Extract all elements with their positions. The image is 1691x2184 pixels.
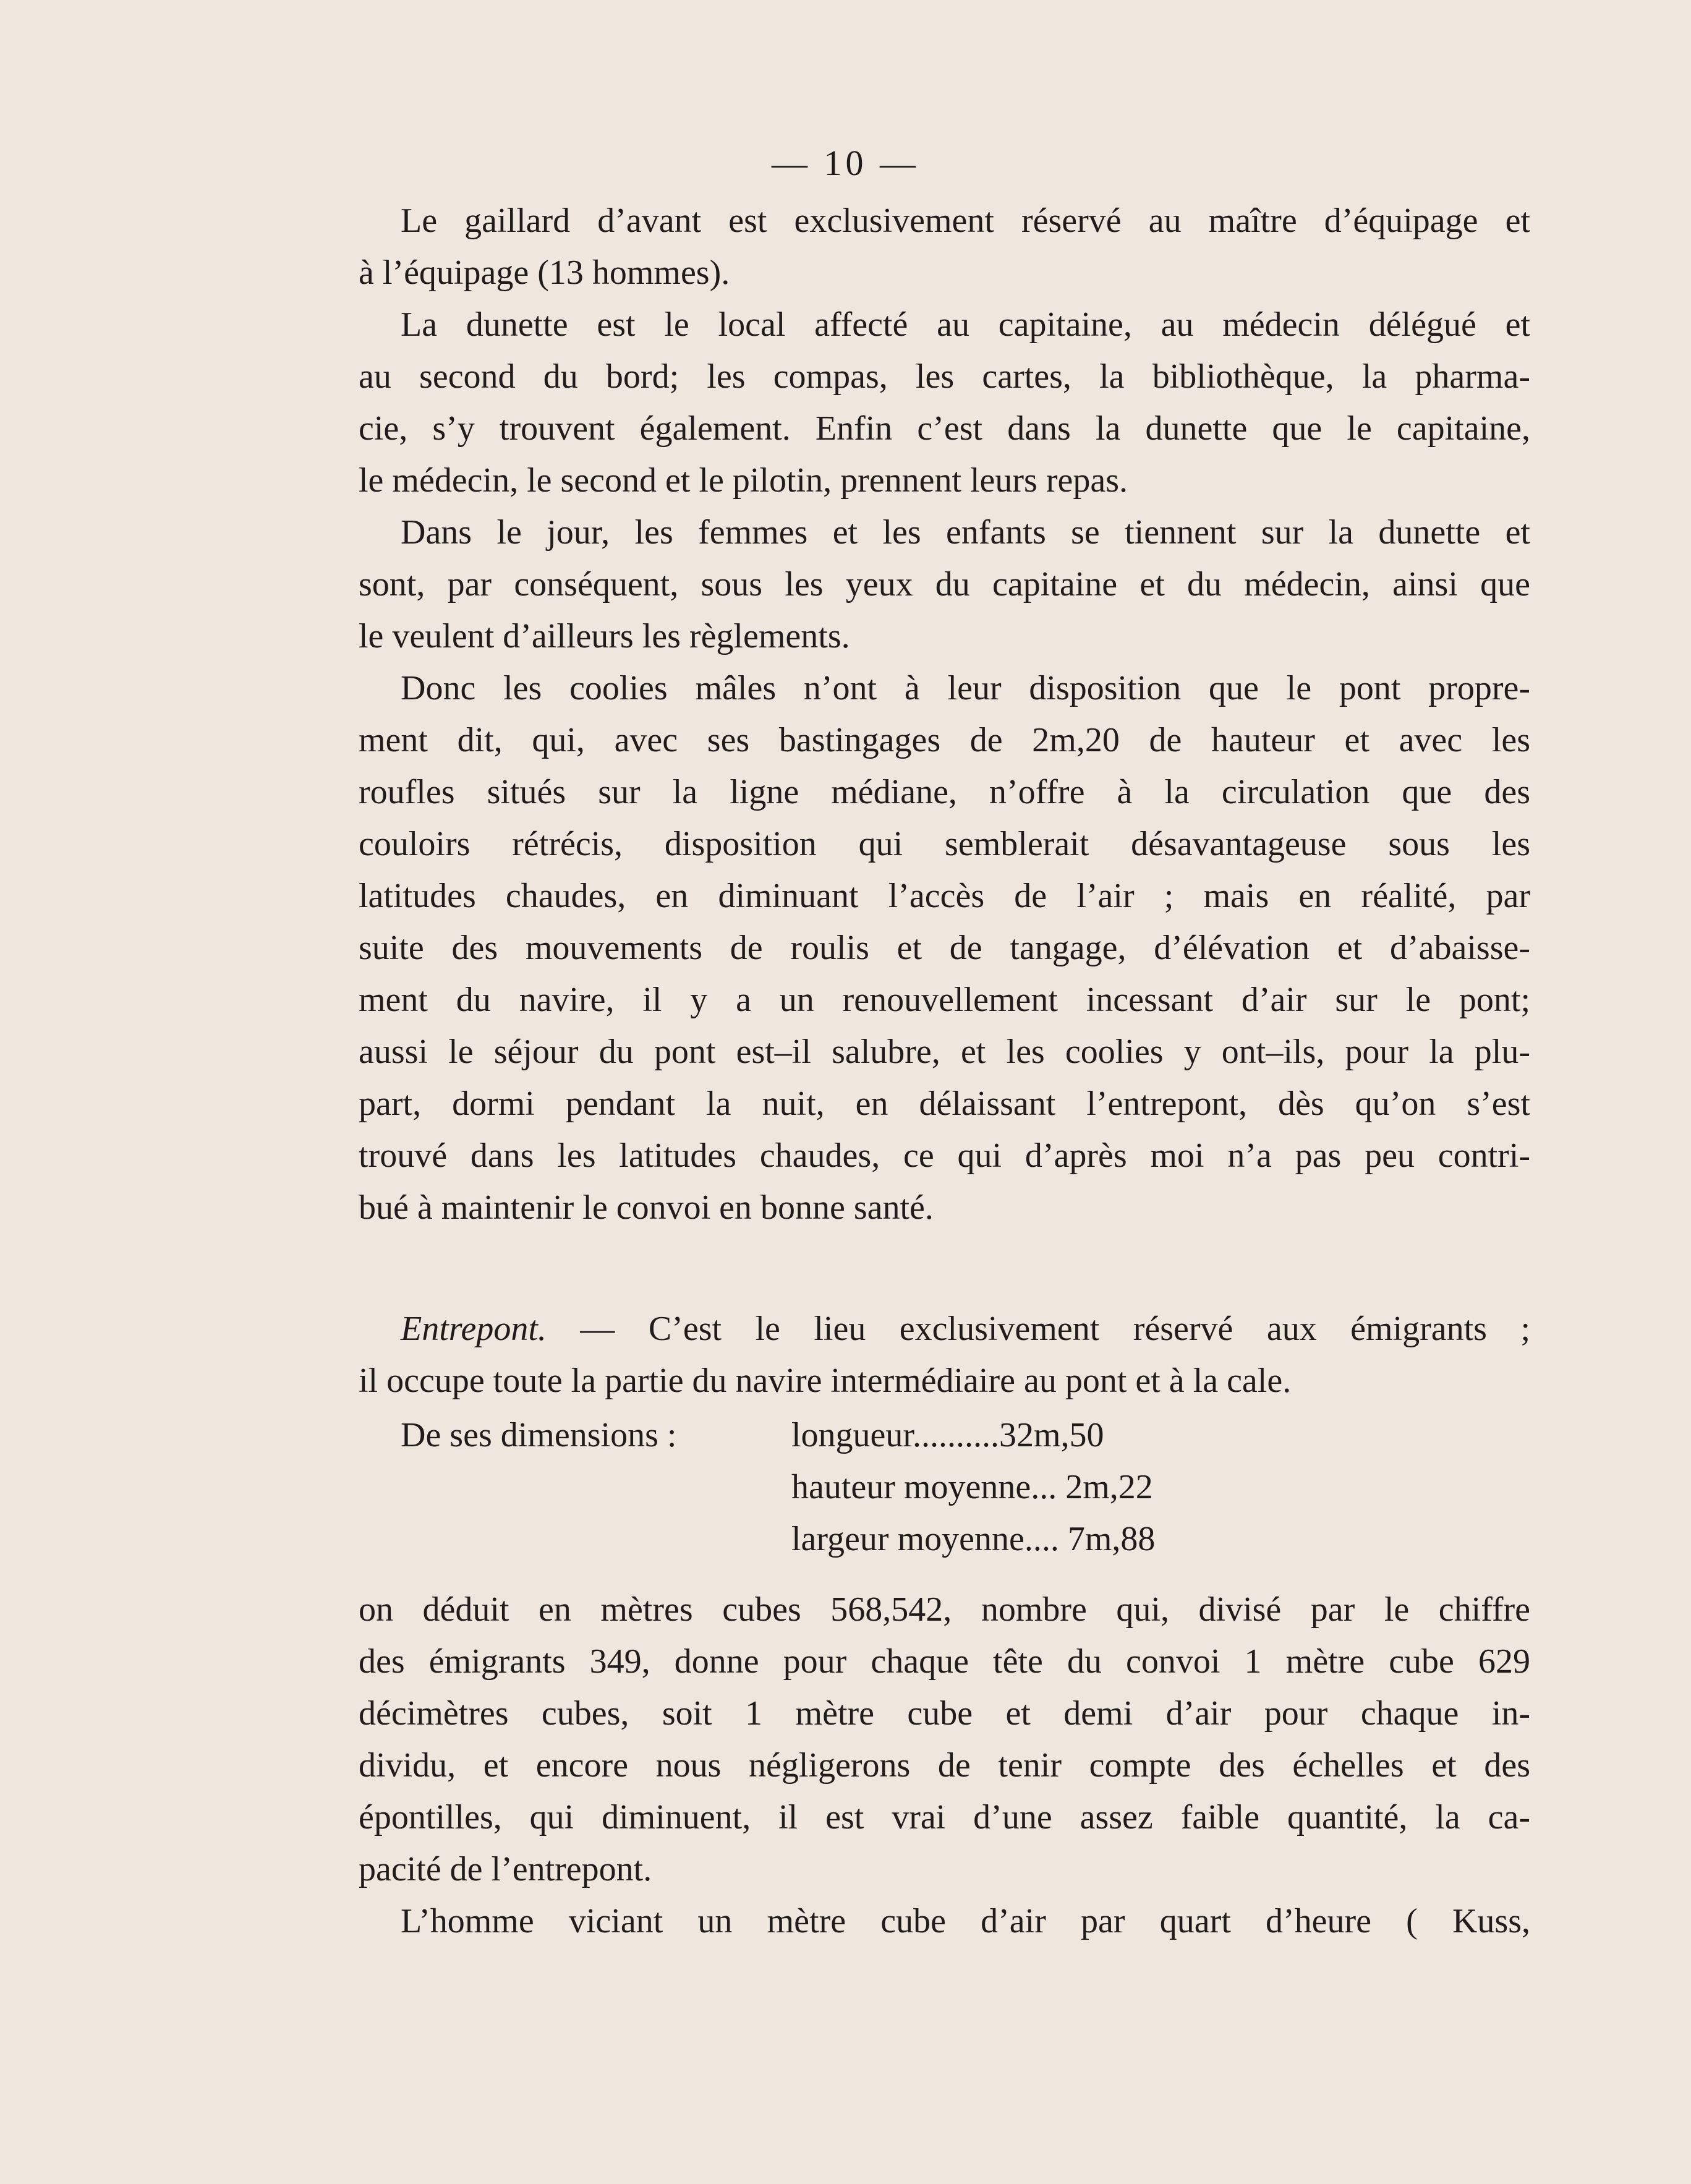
text-line: décimètres cubes, soit 1 mètre cube et demi d’air pour chaque in- xyxy=(359,1694,1530,1733)
text-line: dividu, et encore nous négligerons de tenir compte des échelles et des xyxy=(359,1746,1530,1785)
text-line: part, dormi pendant la nuit, en délaissant l’entrepont, dès qu’on s’est xyxy=(359,1085,1530,1123)
text-line: bué à maintenir le convoi en bonne santé. xyxy=(359,1188,934,1227)
text-line: Donc les coolies mâles n’ont à leur disposition que le pont propre- xyxy=(401,669,1530,707)
text-line: au second du bord; les compas, les cartes, la bibliothèque, la pharma- xyxy=(359,357,1530,396)
dimensions-intro: De ses dimensions : xyxy=(401,1416,677,1454)
page-number: — 10 — xyxy=(772,143,919,183)
text-line: le veulent d’ailleurs les règlements. xyxy=(359,617,850,655)
dimension-row xyxy=(791,1461,1153,1513)
text-line: La dunette est le local affecté au capitaine, au médecin délégué et xyxy=(401,305,1530,344)
text-line: aussi le séjour du pont est–il salubre, et les coolies y ont–ils, pour la plu- xyxy=(359,1033,1530,1071)
text-line: cie, s’y trouvent également. Enfin c’est dans la dunette que le capitaine, xyxy=(359,409,1530,448)
dimension-row xyxy=(791,1513,1155,1565)
text-line: des émigrants 349, donne pour chaque tête du convoi 1 mètre cube 629 xyxy=(359,1642,1530,1681)
text-line: épontilles, qui diminuent, il est vrai d’une assez faible quantité, la ca- xyxy=(359,1798,1530,1836)
dimension-label: longueur.......... xyxy=(791,1416,999,1454)
text-line: latitudes chaudes, en diminuant l’accès de l’air ; mais en réalité, par xyxy=(359,877,1530,915)
text-line: sont, par conséquent, sous les yeux du capitaine et du médecin, ainsi que xyxy=(359,565,1530,604)
dimensions-table xyxy=(359,1409,1530,1570)
dimension-value: 7m,88 xyxy=(1067,1520,1156,1558)
text-line: on déduit en mètres cubes 568,542, nombre qui, divisé par le chiffre xyxy=(359,1590,1530,1629)
text-line: couloirs rétrécis, disposition qui semblerait désavantageuse sous les xyxy=(359,825,1530,863)
text-line xyxy=(359,1303,1530,1355)
text-line: le médecin, le second et le pilotin, prennent leurs repas. xyxy=(359,461,1128,500)
dimension-label: hauteur moyenne... xyxy=(791,1468,1057,1506)
text-line: à l’équipage (13 hommes). xyxy=(359,254,730,292)
dimension-value: 32m,50 xyxy=(999,1416,1104,1454)
text-line: il occupe toute la partie du navire intermédiaire au pont et à la cale. xyxy=(359,1362,1292,1400)
dimension-value: 2m,22 xyxy=(1065,1468,1153,1506)
dimension-row xyxy=(791,1409,1104,1461)
text-line: ment du navire, il y a un renouvellement incessant d’air sur le pont; xyxy=(359,981,1530,1019)
section-gap xyxy=(359,1570,1530,1584)
text-line: pacité de l’entrepont. xyxy=(359,1850,652,1888)
text-line: ment dit, qui, avec ses bastingages de 2m,20 de hauteur et avec les xyxy=(359,721,1530,759)
text-line: L’homme viciant un mètre cube d’air par quart d’heure ( Kuss, xyxy=(401,1902,1530,1940)
text-line: Le gaillard d’avant est exclusivement réservé au maître d’équipage et xyxy=(401,202,1530,240)
text-line: Dans le jour, les femmes et les enfants se tiennent sur la dunette et xyxy=(401,513,1530,552)
text-line: roufles situés sur la ligne médiane, n’offre à la circulation que des xyxy=(359,773,1530,811)
section-gap xyxy=(359,1234,1530,1303)
dimension-label: largeur moyenne.... xyxy=(791,1520,1059,1558)
text-line: suite des mouvements de roulis et de tangage, d’élévation et d’abaisse- xyxy=(359,929,1530,967)
section-text: — C’est le lieu exclusivement réservé aux émigrants ; xyxy=(580,1310,1530,1348)
body-text xyxy=(359,195,1530,1947)
section-heading: Entrepont. xyxy=(401,1310,547,1348)
text-line: trouvé dans les latitudes chaudes, ce qui d’après moi n’a pas peu contri- xyxy=(359,1137,1530,1175)
